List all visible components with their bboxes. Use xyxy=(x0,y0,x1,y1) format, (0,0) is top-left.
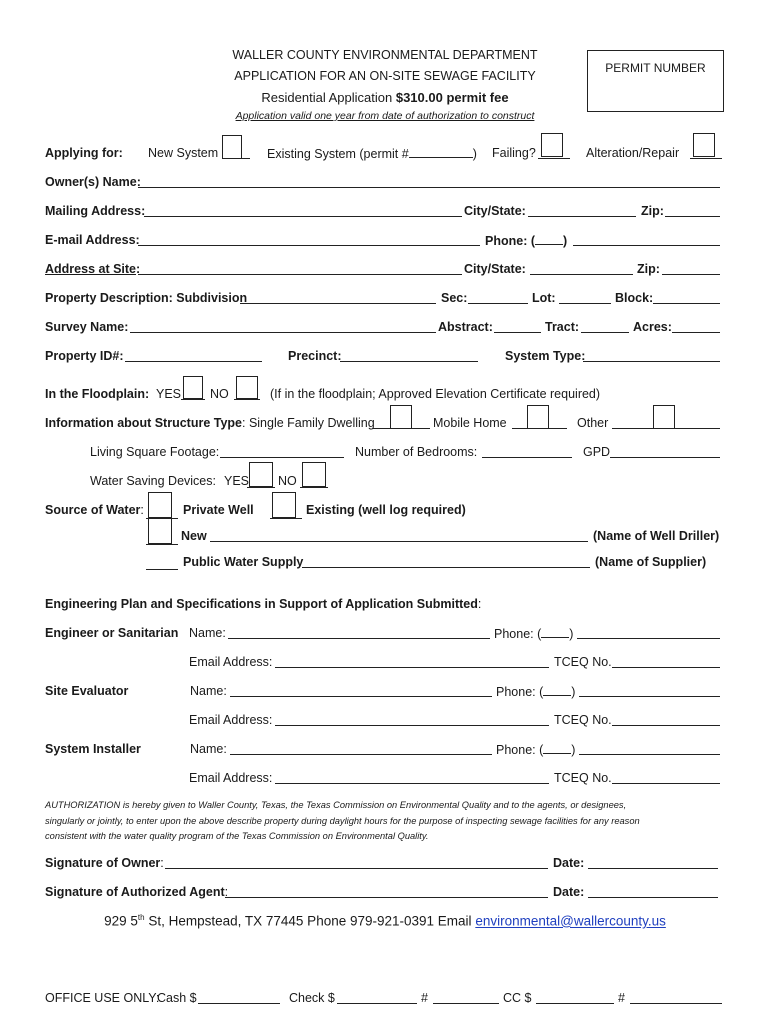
phone-field[interactable] xyxy=(573,245,720,246)
site-address-text: Address at Site xyxy=(45,262,137,276)
gpd-field[interactable] xyxy=(610,457,720,458)
structure-type-row xyxy=(45,416,375,430)
office-check-label: Check $ xyxy=(289,991,335,1005)
evaluator-email-label: Email Address: xyxy=(189,713,273,727)
existing-system-text: Existing System (permit # xyxy=(267,147,409,161)
living-sqft-field[interactable] xyxy=(220,457,344,458)
applying-for-label: Applying for: xyxy=(45,146,123,160)
installer-name-label: Name: xyxy=(190,742,227,756)
email-label: E-mail Address: xyxy=(45,233,140,247)
installer-phone-area[interactable] xyxy=(543,742,571,754)
installer-phone-field[interactable] xyxy=(579,754,720,755)
acres-field[interactable] xyxy=(672,332,720,333)
mobile-home-label: Mobile Home xyxy=(433,416,507,430)
installer-phone-open: Phone: ( xyxy=(496,743,544,757)
installer-tceq-field[interactable] xyxy=(612,783,720,784)
new-system-label: New System xyxy=(148,146,219,160)
owner-date-label: Date: xyxy=(553,856,585,870)
floodplain-label: In the Floodplain: xyxy=(45,387,150,401)
well-driller-field[interactable] xyxy=(210,541,588,542)
evaluator-phone-open: Phone: ( xyxy=(496,685,544,699)
precinct-field[interactable] xyxy=(340,361,478,362)
floodplain-yes-underline xyxy=(181,399,205,400)
abstract-field[interactable] xyxy=(494,332,541,333)
authorization-line-2: singularly or jointly, to enter upon the above describe property during daylight hours for the purpose of inspecting sewage facilities for any reason xyxy=(45,816,640,826)
engineer-label: Engineer or Sanitarian xyxy=(45,626,179,640)
office-check-hash: # xyxy=(421,991,428,1005)
water-saving-yes-label: YES xyxy=(224,474,250,488)
footer-email-link[interactable]: environmental@wallercounty.us xyxy=(475,913,666,929)
engineering-heading: Engineering Plan and Specifications in Support of Application Submitted xyxy=(45,597,478,611)
engineer-phone-label xyxy=(494,626,573,641)
survey-name-field[interactable] xyxy=(130,332,436,333)
alteration-label: Alteration/Repair xyxy=(586,146,680,160)
block-label: Block: xyxy=(615,291,654,305)
permit-number-box[interactable] xyxy=(587,50,724,112)
phone-open: Phone: ( xyxy=(485,234,535,248)
water-saving-yes-underline xyxy=(247,487,275,488)
permit-number-label: PERMIT NUMBER xyxy=(605,61,706,75)
mailing-address-field[interactable] xyxy=(144,216,462,217)
new-well-label: New xyxy=(181,529,207,543)
evaluator-tceq-field[interactable] xyxy=(612,725,720,726)
floodplain-yes-checkbox[interactable] xyxy=(183,376,203,399)
site-address-colon: : xyxy=(136,262,141,276)
gpd-label: GPD xyxy=(583,445,611,459)
engineer-name-label: Name: xyxy=(189,626,226,640)
site-zip-field[interactable] xyxy=(662,274,720,275)
office-cc-number-field[interactable] xyxy=(630,1003,722,1004)
installer-phone-close: ) xyxy=(571,743,576,757)
owner-date-field[interactable] xyxy=(588,868,718,869)
sec-label: Sec: xyxy=(441,291,468,305)
owner-name-field[interactable] xyxy=(138,187,720,188)
installer-email-field[interactable] xyxy=(275,783,549,784)
office-cc-label: CC $ xyxy=(503,991,532,1005)
failing-underline xyxy=(538,158,570,159)
site-city-text: City/State xyxy=(464,262,522,276)
header-line-2: APPLICATION FOR AN ON-SITE SEWAGE FACILITY xyxy=(234,69,536,83)
sec-field[interactable] xyxy=(468,303,528,304)
supplier-label: (Name of Supplier) xyxy=(595,555,707,569)
evaluator-phone-close: ) xyxy=(571,685,576,699)
living-sqft-label: Living Square Footage: xyxy=(90,445,220,459)
header-line-1: WALLER COUNTY ENVIRONMENTAL DEPARTMENT xyxy=(232,48,538,62)
site-city-field[interactable] xyxy=(530,274,633,275)
property-id-label: Property ID#: xyxy=(45,349,124,363)
owner-signature-field[interactable] xyxy=(165,868,548,869)
office-cc-field[interactable] xyxy=(536,1003,614,1004)
installer-label: System Installer xyxy=(45,742,141,756)
alteration-underline xyxy=(690,158,722,159)
site-address-label xyxy=(45,262,140,276)
floodplain-no-checkbox[interactable] xyxy=(236,376,258,399)
mobile-home-checkbox[interactable] xyxy=(527,405,549,429)
well-driller-label: (Name of Well Driller) xyxy=(593,529,720,543)
water-source-colon: : xyxy=(140,503,144,517)
agent-signature-colon: : xyxy=(224,885,229,899)
site-zip-text: Zip xyxy=(637,262,656,276)
engineer-email-field[interactable] xyxy=(275,667,549,668)
existing-well-checkbox[interactable] xyxy=(272,492,296,518)
footer-address-pre: 929 5 xyxy=(104,913,138,929)
site-evaluator-label: Site Evaluator xyxy=(45,684,129,698)
other-label: Other xyxy=(577,416,609,430)
owner-signature-label: Signature of Owner xyxy=(45,856,161,870)
footer-address-post: St, Hempstead, TX 77445 Phone 979-921-0391 Email xyxy=(144,913,476,929)
owner-signature-colon: : xyxy=(160,856,164,870)
existing-permit-field[interactable] xyxy=(409,146,473,158)
system-type-field[interactable] xyxy=(583,361,720,362)
floodplain-yes-label: YES xyxy=(156,387,182,401)
structure-type-label: Information about Structure Type xyxy=(45,416,242,430)
engineering-heading-row xyxy=(45,597,481,611)
mailing-city-field[interactable] xyxy=(528,216,636,217)
water-saving-label: Water Saving Devices: xyxy=(90,474,216,488)
alteration-checkbox[interactable] xyxy=(693,133,715,157)
agent-signature-field[interactable] xyxy=(225,897,548,898)
footer-contact xyxy=(0,913,770,929)
authorization-line-3: consistent with the water quality program of the Texas Commission on Environmental Quality. xyxy=(45,831,429,841)
water-source-label-row xyxy=(45,503,144,517)
water-saving-yes-checkbox[interactable] xyxy=(249,462,273,487)
abstract-label: Abstract: xyxy=(438,320,493,334)
engineer-tceq-label: TCEQ No. xyxy=(554,655,612,669)
engineer-email-label: Email Address: xyxy=(189,655,273,669)
water-saving-no-underline xyxy=(300,487,328,488)
property-id-field[interactable] xyxy=(125,361,262,362)
office-use-label: OFFICE USE ONLY: xyxy=(45,991,160,1005)
tract-label: Tract: xyxy=(545,320,580,334)
single-family-checkbox[interactable] xyxy=(390,405,412,429)
property-description-label: Property Description: Subdivision xyxy=(45,291,248,305)
failing-checkbox[interactable] xyxy=(541,133,563,157)
block-field[interactable] xyxy=(653,303,720,304)
site-city-label xyxy=(464,262,526,276)
office-cc-hash: # xyxy=(618,991,625,1005)
private-well-checkbox[interactable] xyxy=(148,492,172,518)
bedrooms-label: Number of Bedrooms: xyxy=(355,445,478,459)
private-well-label: Private Well xyxy=(183,503,254,517)
site-zip-colon: : xyxy=(655,262,660,276)
email-field[interactable] xyxy=(138,245,480,246)
new-well-underline xyxy=(146,544,178,545)
existing-well-underline xyxy=(270,518,302,519)
new-system-checkbox[interactable] xyxy=(222,135,242,159)
single-family-label: : Single Family Dwelling xyxy=(242,416,375,430)
mailing-city-label: City/State: xyxy=(464,204,526,218)
engineer-tceq-field[interactable] xyxy=(612,667,720,668)
tract-field[interactable] xyxy=(581,332,629,333)
supplier-field[interactable] xyxy=(302,567,590,568)
public-water-checkbox-line[interactable] xyxy=(146,569,178,570)
footer-address-sup: th xyxy=(137,913,145,922)
existing-system-label xyxy=(267,146,477,161)
site-address-field[interactable] xyxy=(138,274,462,275)
engineering-colon: : xyxy=(477,597,482,611)
owner-signature-label-row xyxy=(45,856,164,870)
public-water-label: Public Water Supply xyxy=(183,555,304,569)
evaluator-tceq-label: TCEQ No. xyxy=(554,713,612,727)
water-saving-no-checkbox[interactable] xyxy=(302,462,326,487)
evaluator-email-field[interactable] xyxy=(275,725,549,726)
installer-phone-label xyxy=(496,742,575,757)
acres-label: Acres: xyxy=(633,320,672,334)
survey-name-label: Survey Name: xyxy=(45,320,129,334)
phone-close: ) xyxy=(563,234,568,248)
water-saving-no-label: NO xyxy=(278,474,297,488)
engineer-phone-area[interactable] xyxy=(541,626,569,638)
floodplain-no-underline xyxy=(234,399,260,400)
evaluator-phone-field[interactable] xyxy=(579,696,720,697)
engineer-phone-open: Phone: ( xyxy=(494,627,542,641)
office-cash-label: Cash $ xyxy=(157,991,197,1005)
agent-signature-label-row xyxy=(45,885,228,899)
new-system-underline xyxy=(222,158,250,159)
evaluator-phone-area[interactable] xyxy=(543,684,571,696)
installer-tceq-label: TCEQ No. xyxy=(554,771,612,785)
lot-field[interactable] xyxy=(559,303,611,304)
lot-label: Lot: xyxy=(532,291,556,305)
permit-fee: $310.00 permit fee xyxy=(395,90,509,105)
existing-well-label: Existing (well log required) xyxy=(306,503,466,517)
other-checkbox[interactable] xyxy=(653,405,675,429)
validity-note: Application valid one year from date of authorization to construct xyxy=(235,110,535,122)
bedrooms-field[interactable] xyxy=(482,457,572,458)
system-type-label: System Type: xyxy=(505,349,586,363)
mailing-address-label: Mailing Address: xyxy=(45,204,146,218)
evaluator-name-field[interactable] xyxy=(230,696,492,697)
application-type: Residential Application xyxy=(261,90,393,105)
site-city-colon: : xyxy=(521,262,526,276)
phone-label xyxy=(485,233,567,248)
mailing-zip-field[interactable] xyxy=(665,216,720,217)
failing-label: Failing? xyxy=(492,146,536,160)
agent-date-field[interactable] xyxy=(588,897,718,898)
office-cash-field[interactable] xyxy=(198,1003,280,1004)
subdivision-field[interactable] xyxy=(240,303,436,304)
owner-name-label: Owner(s) Name: xyxy=(45,175,141,189)
office-check-number-field[interactable] xyxy=(433,1003,499,1004)
evaluator-name-label: Name: xyxy=(190,684,227,698)
authorization-line-1: AUTHORIZATION is hereby given to Waller County, Texas, the Texas Commission on Environmental Quality and to the agents, or designees, xyxy=(45,800,627,810)
existing-system-close: ) xyxy=(472,147,477,161)
phone-area-field[interactable] xyxy=(535,233,563,245)
evaluator-phone-label xyxy=(496,684,575,699)
agent-signature-label: Signature of Authorized Agent xyxy=(45,885,225,899)
engineer-phone-field[interactable] xyxy=(577,638,720,639)
installer-email-label: Email Address: xyxy=(189,771,273,785)
engineer-name-field[interactable] xyxy=(228,638,490,639)
agent-date-label: Date: xyxy=(553,885,585,899)
floodplain-note: (If in the floodplain; Approved Elevation Certificate required) xyxy=(270,387,601,401)
installer-name-field[interactable] xyxy=(230,754,492,755)
floodplain-no-label: NO xyxy=(210,387,229,401)
new-well-checkbox[interactable] xyxy=(148,518,172,544)
engineer-phone-close: ) xyxy=(569,627,574,641)
mailing-zip-label: Zip: xyxy=(641,204,664,218)
water-source-label: Source of Water xyxy=(45,503,141,517)
office-check-field[interactable] xyxy=(337,1003,417,1004)
header-line-3 xyxy=(150,90,620,105)
site-zip-label xyxy=(637,262,660,276)
precinct-label: Precinct: xyxy=(288,349,342,363)
